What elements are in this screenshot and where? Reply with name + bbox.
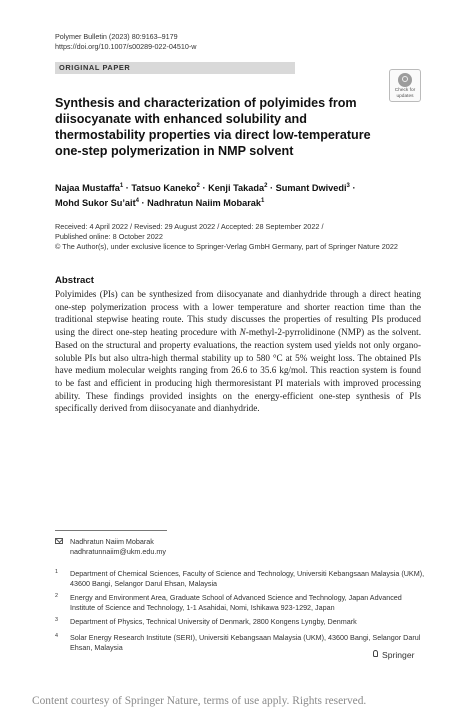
affiliation-text: Department of Physics, Technical University of Denmark, 2800 Kongens Lyngby, Denmark	[70, 617, 357, 626]
affiliation-number: 3	[55, 617, 58, 623]
author-line-1: Najaa Mustaffa$^1$ · Tatsuo Kaneko$^2$ · Kenji Takada$^2$ · Sumant Dwivedi$^3$ ·	[55, 183, 356, 194]
springer-horse-icon	[372, 650, 380, 659]
author-name[interactable]: Nadhratun Naiim Mobarak	[147, 198, 262, 209]
affiliation-text: Solar Energy Research Institute (SERI), Universiti Kebangsaan Malaysia (UKM), 43600 Bangi, Selangor Darul Ehsan, Malaysia	[70, 633, 421, 652]
abstract-text: Polyimides (PIs) can be synthesized from diisocyanate and dianhydride through a direct heating one-step polymerization process with a lower temperature and shorter reaction time than the traditional stepwise heating route. This study discusses the properties of resulting PIs produced using the direct one-step heating procedure with N-methyl-2-pyrrolidinone (NMP) as the solvent. Based on the structural and property evaluations, the reaction system used yields not only organo-soluble PIs but also ultra-high thermal stability up to 580 °C at 5% weight loss. The obtained PIs have medium molecular weights ranging from 26.6 to 35.6 kg/mol. This reaction system is found to be fast and efficient in producing high thermoresistant PI materials with improved processing ability. These findings provided insights on the energy-efficient one-step synthesis of PIs specifically derived from diisocyanate and dianhydride.	[55, 289, 422, 414]
check-for-updates-badge[interactable]	[389, 69, 421, 102]
journal-header	[55, 32, 196, 52]
article-title: Synthesis and characterization of polyimides from diisocyanate with enhanced solubility and thermostability properties via direct low-temperature one-step polymerization in NMP solvent	[55, 96, 371, 158]
author-list	[55, 180, 395, 210]
check-updates-text: Check for updates	[394, 88, 416, 99]
affiliation-text: Department of Chemical Sciences, Faculty of Science and Technology, Universiti Kebangsaan Malaysia (UKM), 43600 Bangi, Selangor Darul Ehsan, Malaysia	[70, 569, 425, 588]
author-name[interactable]: Mohd Sukor Su’ait	[55, 198, 136, 209]
affiliation-number: 1	[55, 569, 58, 575]
publisher-name: Springer	[382, 650, 415, 660]
author-name[interactable]: Tatsuo Kaneko	[131, 183, 197, 194]
copyright-notice: © The Author(s), under exclusive licence to Springer-Verlag GmbH Germany, part of Springer Nature 2022	[55, 242, 398, 251]
author-affiliation-mark: 3	[346, 183, 350, 189]
corresponding-author-email[interactable]: nadhratunnaiim@ukm.edu.my	[70, 546, 166, 556]
journal-citation: Polymer Bulletin (2023) 80:9163–9179	[55, 32, 178, 41]
author-affiliation-mark: 2	[264, 183, 268, 189]
affiliation-text: Energy and Environment Area, Graduate School of Advanced Science and Technology, Japan Advanced Institute of Science and Technology, 1-1 Asahidai, Nomi, Ishikawa 923-1292, Japan	[70, 593, 402, 612]
author-name[interactable]: Sumant Dwivedi	[275, 183, 347, 194]
author-line-2: Mohd Sukor Su’ait$^4$ · Nadhratun Naiim Mobarak$^1$	[55, 198, 265, 209]
publication-history	[55, 222, 425, 252]
author-affiliation-mark: 1	[261, 198, 265, 205]
author-affiliation-mark: 4	[135, 198, 139, 205]
corresponding-author-name: Nadhratun Naiim Mobarak	[70, 537, 154, 546]
crossmark-icon	[398, 73, 412, 87]
footnote-divider	[55, 530, 167, 531]
article-type-banner	[55, 62, 295, 74]
published-online: Published online: 8 October 2022	[55, 232, 163, 241]
affiliation-number: 4	[55, 633, 58, 639]
author-name[interactable]: Najaa Mustaffa	[55, 183, 120, 194]
envelope-icon	[55, 538, 63, 544]
affiliation-number: 2	[55, 593, 58, 599]
author-affiliation-mark: 2	[196, 183, 200, 189]
author-name[interactable]: Kenji Takada	[208, 183, 265, 194]
italic-n: N	[239, 327, 246, 338]
abstract-heading: Abstract	[55, 275, 94, 286]
courtesy-watermark: Content courtesy of Springer Nature, terms of use apply. Rights reserved.	[32, 695, 367, 707]
article-type-label: ORIGINAL PAPER	[59, 63, 131, 72]
publisher-logo	[372, 650, 414, 660]
doi-link[interactable]: https://doi.org/10.1007/s00289-022-04510-w	[55, 42, 197, 51]
received-revised-accepted: Received: 4 April 2022 / Revised: 29 August 2022 / Accepted: 28 September 2022 /	[55, 222, 324, 231]
author-affiliation-mark: 1	[119, 183, 124, 189]
